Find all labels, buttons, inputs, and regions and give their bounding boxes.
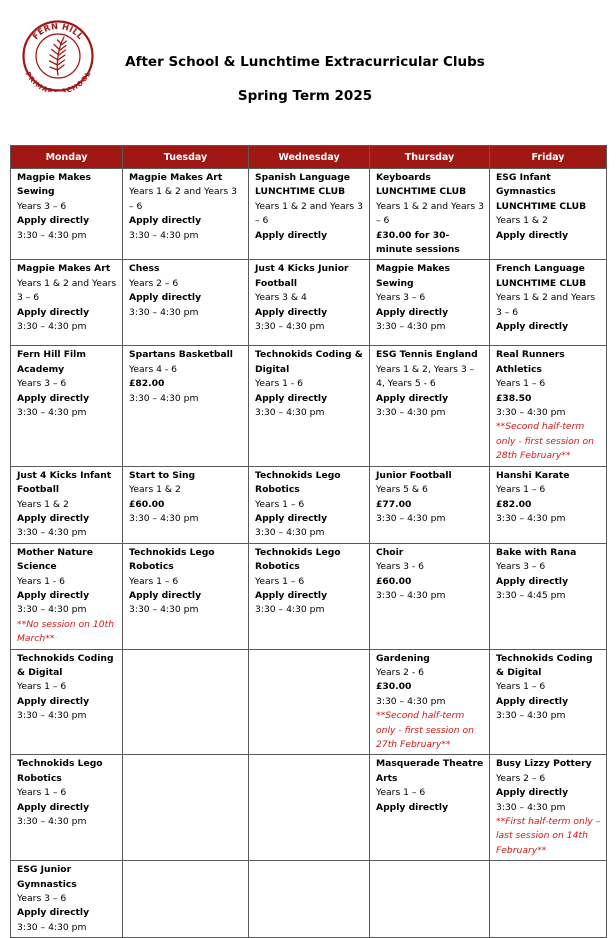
club-cell [11, 346, 123, 466]
club-detail: Apply directly [496, 575, 569, 587]
club-detail: Years 3 & 4 [255, 292, 307, 304]
club-detail: 3:30 – 4:30 pm [255, 527, 325, 539]
club-cell [11, 260, 123, 346]
club-cell [249, 346, 370, 466]
club-name: ESG Infant Gymnastics [496, 172, 556, 198]
fern-hill-school-crest-icon [22, 20, 94, 92]
club-name: Choir [376, 546, 404, 558]
club-name: ESG Junior Gymnastics [17, 864, 77, 890]
club-detail: Years 1 – 6 [496, 484, 546, 496]
club-detail: Years 1 – 6 [255, 498, 305, 510]
club-detail: 3:30 – 4:30 pm [496, 801, 566, 813]
page-title: After School & Lunchtime Extracurricular Clubs [125, 54, 485, 70]
club-detail: 3:30 – 4:30 pm [376, 407, 446, 419]
club-detail: 3:30 – 4:30 pm [17, 527, 87, 539]
club-detail: Apply directly [496, 787, 569, 799]
club-cell [490, 543, 607, 649]
club-detail: 3:30 – 4:30 pm [17, 407, 87, 419]
club-cell [370, 649, 490, 755]
empty-cell [123, 755, 249, 861]
club-detail: Years 1 - 6 [17, 575, 66, 587]
club-detail: Years 3 – 6 [17, 893, 67, 905]
club-name: Spartans Basketball [129, 349, 233, 361]
club-cell [123, 466, 249, 543]
empty-cell [123, 861, 249, 938]
club-detail: Years 1 & 2, Years 3 – 4, Years 5 - 6 [376, 363, 475, 390]
table-row [11, 543, 607, 649]
table-row [11, 169, 607, 260]
logo-text-top: FERN HILL [30, 20, 86, 42]
club-detail: Years 1 – 6 [496, 681, 546, 693]
club-detail: Years 1 & 2 and Years 3 – 6 [129, 186, 237, 212]
club-name: Technokids Lego Robotics [129, 546, 215, 573]
club-detail: Years 1 & 2 [496, 215, 548, 227]
club-detail: Years 1 - 6 [255, 378, 304, 390]
club-name: Just 4 Kicks Junior Football [255, 263, 349, 289]
club-detail: 3:30 – 4:30 pm [17, 710, 87, 722]
club-name: Start to Sing [129, 469, 196, 481]
club-detail: Apply directly [255, 306, 328, 318]
club-detail: 3:30 – 4:30 pm [376, 512, 446, 524]
club-name: Busy Lizzy Pottery [496, 758, 592, 770]
club-detail: Apply directly [255, 589, 328, 601]
table-row [11, 346, 607, 466]
day-header: Monday [11, 146, 123, 169]
club-detail: £30.00 [376, 681, 412, 693]
club-cell [123, 346, 249, 466]
club-name: Real Runners Athletics [496, 349, 565, 375]
club-detail: 3:30 – 4:45 pm [496, 589, 566, 601]
club-name: Masquerade Theatre Arts [376, 758, 484, 784]
club-name: Magpie Makes Art [129, 172, 223, 183]
club-name: Fern Hill Film Academy [17, 349, 86, 375]
club-name: Magpie Makes Sewing [376, 263, 450, 289]
club-detail: £82.00 [129, 378, 165, 390]
club-name: Keyboards [376, 172, 431, 183]
club-detail: Years 1 & 2 [129, 484, 181, 496]
club-detail: Apply directly [17, 589, 90, 601]
club-cell [370, 346, 490, 466]
club-detail: Apply directly [376, 306, 449, 318]
club-detail: £77.00 [376, 498, 412, 510]
club-detail: 3:30 – 4:30 pm [17, 921, 87, 933]
club-detail: Years 1 – 6 [255, 575, 305, 587]
day-header: Tuesday [123, 146, 249, 169]
club-cell [11, 649, 123, 755]
club-detail: Apply directly [255, 512, 328, 524]
club-name: Technokids Lego Robotics [17, 758, 103, 784]
logo-text-bottom: PRIMARY SCHOOL [23, 70, 93, 92]
club-detail: Apply directly [17, 306, 90, 318]
club-cell [249, 260, 370, 346]
club-detail: Years 2 – 6 [496, 772, 546, 784]
club-name: Junior Football [376, 469, 452, 481]
club-cell [370, 755, 490, 861]
club-detail: Years 1 & 2 and Years 3 – 6 [17, 277, 117, 304]
club-note: **First half-term only – last session on 14th February** [496, 816, 601, 856]
club-detail: 3:30 – 4:30 pm [376, 321, 446, 333]
club-detail: £60.00 [129, 498, 165, 510]
club-detail: Apply directly [255, 229, 328, 241]
club-cell [490, 346, 607, 466]
club-name: Technokids Coding & Digital [496, 652, 593, 678]
empty-cell [249, 755, 370, 861]
day-header: Friday [490, 146, 607, 169]
club-detail: £60.00 [376, 575, 412, 587]
club-detail: Apply directly [17, 392, 90, 404]
club-detail: 3:30 – 4:30 pm [496, 407, 566, 419]
club-detail: Apply directly [376, 801, 449, 813]
club-detail: Apply directly [17, 801, 90, 813]
club-name: Technokids Coding & Digital [255, 349, 363, 375]
club-cell [11, 543, 123, 649]
empty-cell [370, 861, 490, 938]
club-name: Technokids Lego Robotics [255, 546, 341, 573]
club-detail: £30.00 for 30-minute sessions [376, 229, 460, 256]
club-name: Magpie Makes Art [17, 263, 111, 275]
club-detail: Apply directly [255, 392, 328, 404]
club-detail: Apply directly [496, 229, 569, 241]
club-detail: Years 3 – 6 [496, 561, 546, 573]
club-detail: LUNCHTIME CLUB [496, 277, 587, 289]
club-cell [123, 543, 249, 649]
table-row [11, 466, 607, 543]
club-cell [370, 466, 490, 543]
club-name: Spanish Language [255, 172, 351, 183]
table-row [11, 260, 607, 346]
clubs-timetable [10, 145, 607, 938]
club-name: Technokids Coding & Digital [17, 652, 114, 678]
club-name: Magpie Makes Sewing [17, 172, 91, 198]
club-name: Hanshi Karate [496, 469, 570, 481]
club-cell [490, 755, 607, 861]
club-note: **No session on 10th March** [17, 618, 115, 645]
club-detail: £82.00 [496, 498, 532, 510]
club-detail: Years 3 - 6 [376, 561, 425, 573]
club-detail: Apply directly [17, 215, 90, 227]
club-cell [370, 169, 490, 260]
club-detail: 3:30 – 4:30 pm [17, 604, 87, 616]
club-detail: Years 1 – 6 [496, 378, 546, 390]
club-detail: Apply directly [17, 512, 90, 524]
club-detail: Years 4 - 6 [129, 363, 178, 375]
club-note: **Second half-term only - first session on 27th February** [376, 710, 474, 750]
club-detail: 3:30 – 4:30 pm [255, 407, 325, 419]
club-detail: 3:30 – 4:30 pm [255, 604, 325, 616]
empty-cell [490, 861, 607, 938]
club-name: Mother Nature Science [17, 546, 93, 573]
club-detail: 3:30 – 4:30 pm [17, 321, 87, 333]
club-detail: 3:30 – 4:30 pm [376, 695, 446, 707]
page-subtitle: Spring Term 2025 [237, 88, 373, 104]
club-name: French Language [496, 263, 585, 275]
club-detail: 3:30 – 4:30 pm [129, 306, 199, 318]
club-cell [490, 649, 607, 755]
empty-cell [123, 649, 249, 755]
club-cell [370, 543, 490, 649]
empty-cell [249, 861, 370, 938]
club-detail: Years 2 - 6 [376, 666, 425, 678]
club-detail: Apply directly [129, 292, 202, 304]
club-detail: Years 3 – 6 [376, 292, 426, 304]
table-body [11, 169, 607, 938]
club-detail: Years 5 & 6 [376, 484, 428, 496]
club-cell [490, 466, 607, 543]
club-detail: Apply directly [376, 392, 449, 404]
club-detail: Apply directly [496, 695, 569, 707]
club-detail: Years 1 & 2 and Years 3 – 6 [376, 200, 484, 227]
club-detail: LUNCHTIME CLUB [376, 186, 467, 198]
club-cell [123, 260, 249, 346]
club-note: **Second half-term only - first session on 28th February** [496, 421, 594, 462]
club-detail: £38.50 [496, 392, 532, 404]
club-detail: 3:30 – 4:30 pm [129, 229, 199, 241]
table-row [11, 755, 607, 861]
club-name: ESG Tennis England [376, 349, 478, 361]
club-detail: LUNCHTIME CLUB [255, 186, 346, 198]
club-detail: 3:30 – 4:30 pm [129, 604, 199, 616]
club-detail: Apply directly [496, 321, 569, 333]
club-cell [490, 260, 607, 346]
club-cell [11, 755, 123, 861]
table-header-row [11, 146, 607, 169]
club-detail: Years 1 & 2 and Years 3 – 6 [255, 200, 363, 227]
club-cell [123, 169, 249, 260]
club-name: Gardening [376, 652, 430, 664]
school-logo [22, 20, 94, 92]
club-detail: 3:30 – 4:30 pm [496, 512, 566, 524]
club-name: Technokids Lego Robotics [255, 469, 341, 496]
club-detail: Years 1 – 6 [129, 575, 179, 587]
club-detail: 3:30 – 4:30 pm [129, 392, 199, 404]
club-detail: Years 2 – 6 [129, 277, 179, 289]
club-cell [249, 466, 370, 543]
club-name: Just 4 Kicks Infant Football [17, 469, 112, 496]
club-detail: 3:30 – 4:30 pm [17, 816, 87, 828]
club-detail: 3:30 – 4:30 pm [376, 589, 446, 601]
club-cell [490, 169, 607, 260]
club-cell [249, 169, 370, 260]
svg-text:FERN HILL [30, 21, 85, 41]
empty-cell [249, 649, 370, 755]
club-detail: LUNCHTIME CLUB [496, 200, 587, 212]
club-cell [11, 861, 123, 938]
club-cell [11, 466, 123, 543]
club-detail: Years 1 & 2 and Years 3 – 6 [496, 292, 596, 318]
club-detail: Apply directly [17, 695, 90, 707]
club-name: Chess [129, 263, 160, 275]
club-cell [249, 543, 370, 649]
club-detail: Years 1 & 2 [17, 498, 69, 510]
club-detail: 3:30 – 4:30 pm [255, 321, 325, 333]
club-detail: Apply directly [129, 215, 202, 227]
club-cell [11, 169, 123, 260]
table-row [11, 649, 607, 755]
day-header: Wednesday [249, 146, 370, 169]
club-detail: Years 1 – 6 [17, 681, 67, 693]
club-cell [370, 260, 490, 346]
club-detail: Apply directly [17, 907, 90, 919]
club-name: Bake with Rana [496, 546, 577, 558]
club-detail: 3:30 – 4:30 pm [129, 512, 199, 524]
club-detail: 3:30 – 4:30 pm [496, 710, 566, 722]
club-detail: Years 1 – 6 [17, 787, 67, 799]
club-detail: Apply directly [129, 589, 202, 601]
club-detail: Years 3 – 6 [17, 200, 67, 212]
table-row [11, 861, 607, 938]
club-detail: Years 3 – 6 [17, 378, 67, 390]
club-detail: Years 1 – 6 [376, 787, 426, 799]
day-header: Thursday [370, 146, 490, 169]
club-detail: 3:30 – 4:30 pm [17, 229, 87, 241]
